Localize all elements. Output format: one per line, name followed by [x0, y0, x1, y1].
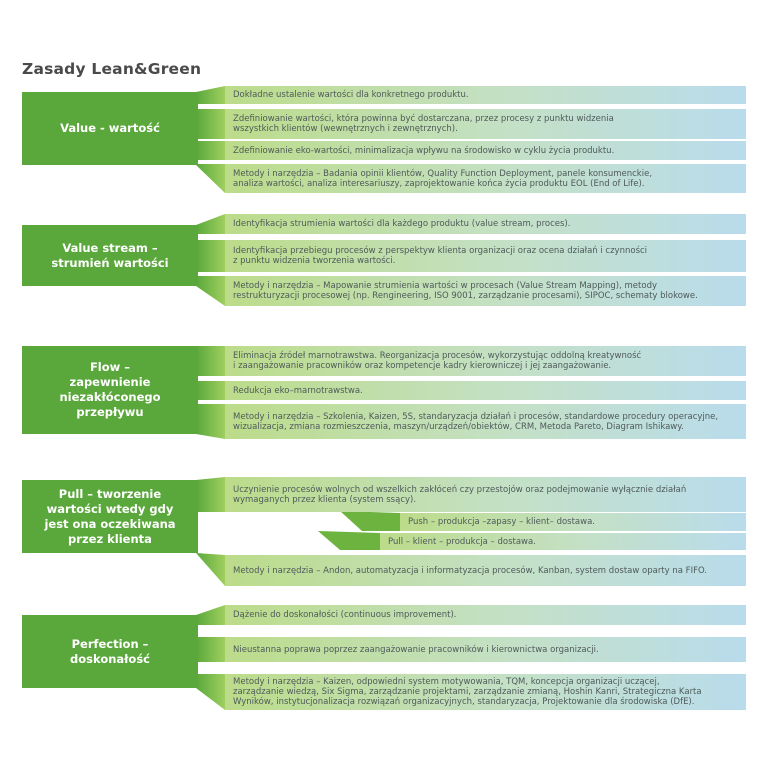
connector	[196, 674, 225, 710]
item-text	[225, 276, 746, 306]
item-text	[225, 381, 746, 400]
section-label: Value stream – strumień wartości	[51, 240, 169, 270]
item-text-content: Metody i narzędzia – Szkolenia, Kaizen, 5S, standaryzacja działań i procesów, standardowe procedury operacyjne, wizualizacja, zmiana rozmieszczenia, maszyn/urządzeń/obiektów, CRM, Metoda Pareto, Diagram Ishikawy.	[233, 411, 719, 432]
item-text	[225, 240, 746, 272]
item-text-content: Eliminacja źródeł marnotrawstwa. Reorganizacja procesów, wykorzystując oddolną kreatywność i zaangażowanie pracowników oraz kompetencje kadry kierowniczej i jej zaangażowanie.	[233, 351, 642, 371]
connector-strip	[340, 511, 400, 531]
section-label: Perfection – doskonałość	[70, 636, 150, 666]
item-text	[225, 346, 746, 376]
connector	[196, 164, 225, 193]
item-text	[225, 674, 746, 710]
connector	[196, 109, 225, 139]
item-text	[225, 477, 746, 512]
item-text	[225, 214, 746, 234]
connector	[196, 86, 225, 104]
connector	[196, 637, 225, 662]
connector	[196, 240, 225, 272]
item-text-content: Metody i narzędzia – Andon, automatyzacja i informatyzacja procesów, Kanban, system dostaw oparty na FIFO.	[233, 565, 708, 576]
item-text	[225, 404, 746, 439]
item-text-content: Dokładne ustalenie wartości dla konkretnego produktu.	[233, 90, 469, 100]
item-text-content: Metody i narzędzia – Kaizen, odpowiedni system motywowania, TQM, koncepcja organizacji uczącej, zarządzanie wiedzą, Six Sigma, zarządzanie projektami, zarządzanie zmianą, Hoshin Kanri, Strategiczna Karta Wyników, instytucjonalizacja rozwiązań organizacyjnych, standaryzacja, Projektowanie dla środowiska (DfE).	[233, 677, 702, 707]
item-text	[225, 555, 746, 586]
connector	[196, 346, 225, 376]
item-text	[225, 86, 746, 104]
connector	[196, 381, 225, 400]
page-title: Zasady Lean&Green	[22, 60, 202, 78]
item-text	[225, 109, 746, 139]
connector	[196, 276, 225, 306]
connector	[196, 141, 225, 160]
item-text	[225, 605, 746, 625]
item-text-content: Uczynienie procesów wolnych od wszelkich zakłóceń czy przestojów oraz podejmowanie wyłącznie działań wymaganych przez klienta (system ssący).	[233, 484, 687, 505]
connector	[196, 214, 225, 234]
item-text	[380, 533, 746, 550]
item-text-content: Pull – klient – produkcja – dostawa.	[388, 536, 536, 547]
connector	[196, 605, 225, 625]
item-text	[225, 141, 746, 160]
item-text	[225, 164, 746, 193]
connector	[196, 404, 225, 439]
connector	[196, 553, 225, 586]
item-text-content: Identyfikacja strumienia wartości dla każdego produktu (value stream, proces).	[233, 219, 571, 229]
item-text-content: Nieustanna poprawa poprzez zaangażowanie pracowników i kierownictwa organizacji.	[233, 644, 599, 655]
item-text-content: Redukcja eko–marnotrawstwa.	[233, 385, 363, 396]
item-text-content: Zdefiniowanie eko-wartości, minimalizacja wpływu na środowisko w cyklu życia produktu.	[233, 145, 615, 156]
item-text-content: Zdefiniowanie wartości, która powinna być dostarczana, przez procesy z punktu widzenia wszystkich klientów (wewnętrznych i zewnętrznych).	[233, 114, 614, 134]
item-text-content: Metody i narzędzia – Badania opinii klientów, Quality Function Deployment, panele konsumenckie, analiza wartości, analiza interesariuszy, zaprojektowanie końca życia produktu EOL (End of Life).	[233, 168, 653, 189]
item-text-content: Push – produkcja –zapasy – klient– dostawa.	[408, 517, 595, 527]
item-text-content: Identyfikacja przebiegu procesów z perspektyw klienta organizacji oraz ocena działań i czynności z punktu widzenia tworzenia wartości.	[233, 246, 648, 266]
item-text	[225, 637, 746, 662]
item-text	[400, 513, 746, 531]
item-text-content: Dążenie do doskonałości (continuous improvement).	[233, 610, 457, 620]
section-label: Value - wartość	[60, 121, 160, 135]
section-label: Flow – zapewnienie niezakłóconego przepływu	[59, 360, 161, 419]
connector-strip	[318, 531, 380, 550]
item-text-content: Metody i narzędzia – Mapowanie strumienia wartości w procesach (Value Stream Mapping), metody restrukturyzacji procesowej (np. Rengineering, ISO 9001, zarządzanie procesami), SIPOC, schematy blokowe.	[233, 281, 698, 301]
section-label: Pull – tworzenie wartości wtedy gdy jest ona oczekiwana przez klienta	[44, 486, 176, 546]
connector	[196, 477, 225, 512]
